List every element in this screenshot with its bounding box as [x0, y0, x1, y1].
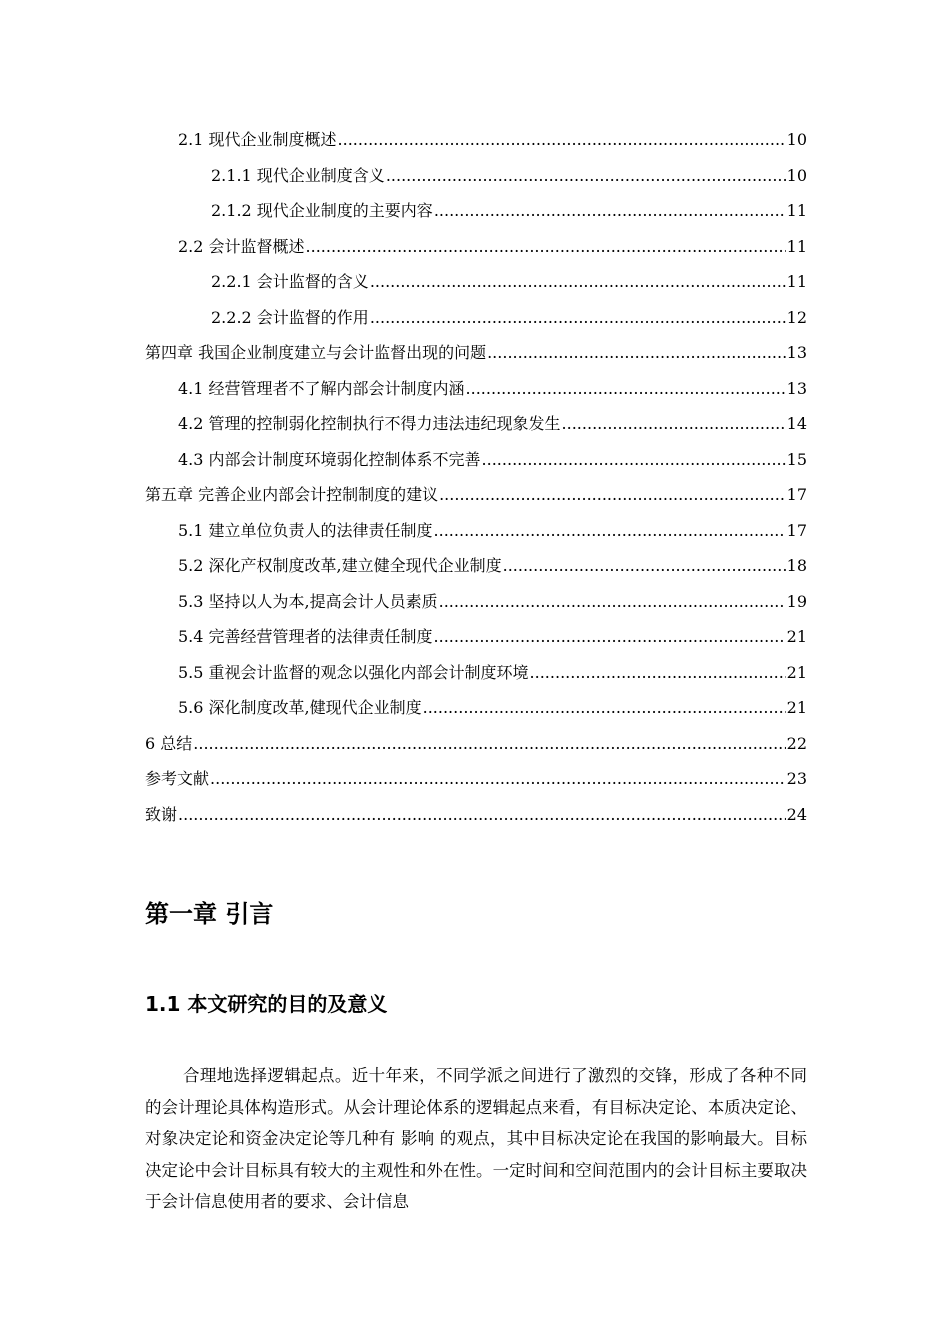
toc-entry-title: 2.1.2 现代企业制度的主要内容	[211, 201, 433, 220]
toc-leader-dots	[530, 655, 786, 691]
toc-leader-dots	[503, 548, 786, 584]
toc-entry[interactable]	[145, 726, 807, 762]
toc-entry-page-number: 15	[786, 449, 807, 469]
toc-entry[interactable]	[145, 406, 807, 442]
toc-entry[interactable]	[145, 761, 807, 797]
toc-entry-page-number: 17	[786, 485, 807, 504]
toc-entry-page-number: 11	[786, 236, 807, 256]
toc-leader-dots	[306, 229, 786, 265]
toc-leader-dots	[370, 264, 786, 300]
toc-leader-dots	[439, 477, 786, 513]
toc-entry-page-number: 23	[786, 769, 807, 788]
toc-entry-title: 2.2.1 会计监督的含义	[211, 272, 369, 291]
toc-leader-dots	[210, 761, 786, 797]
toc-entry-title: 5.2 深化产权制度改革,建立健全现代企业制度	[178, 556, 502, 575]
toc-entry-page-number: 17	[786, 520, 807, 540]
toc-entry-page-number: 11	[786, 201, 807, 220]
toc-leader-dots	[434, 513, 786, 549]
toc-entry[interactable]	[145, 548, 807, 584]
toc-entry-page-number: 10	[786, 165, 807, 185]
toc-leader-dots	[482, 442, 786, 478]
toc-entry[interactable]	[145, 122, 807, 158]
toc-entry[interactable]	[145, 300, 807, 336]
toc-leader-dots	[439, 584, 786, 620]
toc-entry-title: 第四章 我国企业制度建立与会计监督出现的问题	[145, 343, 487, 362]
toc-entry[interactable]	[145, 264, 807, 300]
toc-entry-title: 第五章 完善企业内部会计控制制度的建议	[145, 485, 439, 504]
toc-entry[interactable]	[145, 335, 807, 371]
toc-leader-dots	[487, 335, 786, 371]
toc-entry[interactable]	[145, 584, 807, 620]
toc-entry-page-number: 19	[786, 591, 807, 611]
toc-entry[interactable]	[145, 690, 807, 726]
toc-entry[interactable]	[145, 655, 807, 691]
toc-entry-title: 2.2.2 会计监督的作用	[211, 307, 369, 327]
toc-entry[interactable]	[145, 619, 807, 655]
toc-entry[interactable]	[145, 158, 807, 194]
toc-entry-title: 5.1 建立单位负责人的法律责任制度	[178, 520, 433, 540]
toc-leader-dots	[370, 300, 786, 336]
toc-entry[interactable]	[145, 797, 807, 833]
toc-entry-title: 5.4 完善经营管理者的法律责任制度	[178, 627, 433, 646]
toc-leader-dots	[466, 371, 786, 407]
toc-entry-title: 4.3 内部会计制度环境弱化控制体系不完善	[178, 449, 481, 469]
toc-entry-page-number: 21	[786, 698, 807, 717]
chapter-title: 第一章 引言	[145, 900, 274, 928]
toc-entry-page-number: 12	[786, 307, 807, 327]
toc-entry-title: 4.2 管理的控制弱化控制执行不得力违法违纪现象发生	[178, 414, 561, 433]
toc-entry-page-number: 13	[786, 378, 807, 398]
toc-leader-dots	[562, 406, 786, 442]
toc-entry[interactable]	[145, 193, 807, 229]
toc-leader-dots	[386, 158, 786, 194]
toc-entry-page-number: 22	[786, 733, 807, 753]
toc-entry-title: 5.6 深化制度改革,健现代企业制度	[178, 698, 422, 717]
toc-leader-dots	[193, 726, 785, 762]
section-title: 1.1 本文研究的目的及意义	[145, 992, 388, 1016]
body-paragraph: 合理地选择逻辑起点。近十年来，不同学派之间进行了激烈的交锋，形成了各种不同的会计理论具体构造形式。从会计理论体系的逻辑起点来看，有目标决定论、本质决定论、对象决定论和资金决定论等几种有 影响 的观点，其中目标决定论在我国的影响最大。目标决定论中会计目标具有较大的主观性和外在性。一定时间和空间范围内的会计目标主要取决于会计信息使用者的要求、会计信息	[145, 1066, 807, 1211]
toc-leader-dots	[423, 690, 786, 726]
toc-entry[interactable]	[145, 442, 807, 478]
toc-leader-dots	[434, 619, 786, 655]
toc-entry-page-number: 21	[786, 662, 807, 682]
toc-entry-page-number: 21	[786, 627, 807, 646]
toc-entry-page-number: 11	[786, 272, 807, 291]
toc-entry-page-number: 18	[786, 556, 807, 575]
table-of-contents	[145, 122, 807, 832]
toc-entry-title: 6 总结	[145, 733, 193, 753]
toc-entry[interactable]	[145, 229, 807, 265]
toc-entry[interactable]	[145, 513, 807, 549]
toc-entry[interactable]	[145, 477, 807, 513]
toc-entry[interactable]	[145, 371, 807, 407]
toc-entry-title: 2.1.1 现代企业制度含义	[211, 165, 385, 185]
toc-entry-page-number: 24	[786, 804, 807, 824]
toc-entry-title: 5.5 重视会计监督的观念以强化内部会计制度环境	[178, 662, 529, 682]
toc-entry-title: 致谢	[145, 804, 178, 824]
toc-leader-dots	[178, 797, 786, 833]
toc-entry-title: 4.1 经营管理者不了解内部会计制度内涵	[178, 378, 465, 398]
toc-entry-title: 2.2 会计监督概述	[178, 236, 305, 256]
toc-entry-page-number: 14	[786, 414, 807, 433]
toc-leader-dots	[338, 122, 786, 158]
toc-entry-page-number: 13	[786, 343, 807, 362]
toc-leader-dots	[434, 193, 786, 229]
toc-entry-title: 参考文献	[145, 769, 210, 788]
toc-entry-title: 2.1 现代企业制度概述	[178, 130, 337, 149]
toc-entry-title: 5.3 坚持以人为本,提高会计人员素质	[178, 591, 438, 611]
toc-entry-page-number: 10	[786, 130, 807, 149]
